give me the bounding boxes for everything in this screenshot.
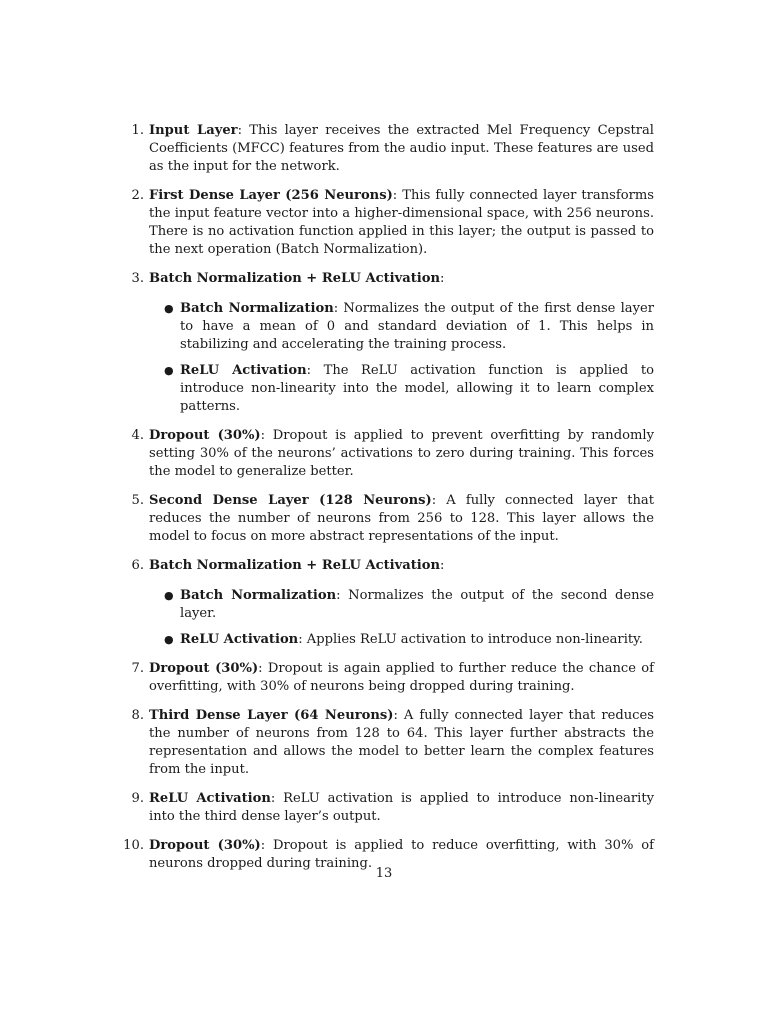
sub-list <box>149 300 654 416</box>
sub-item-title: Batch Normalization <box>180 301 334 316</box>
item-text: : <box>440 558 445 573</box>
item-number: 1. <box>131 123 144 138</box>
page-number: 13 <box>375 866 393 881</box>
bullet-icon: ● <box>164 364 174 377</box>
list-item <box>120 660 654 696</box>
item-text: : Dropout is again applied to further reduce the chance of overfitting, with 30% of neurons being dropped during training. <box>149 661 654 694</box>
sub-list-item <box>149 300 654 354</box>
bullet-icon: ● <box>164 633 174 646</box>
list-item <box>120 270 654 416</box>
bullet-icon: ● <box>164 589 174 602</box>
item-title: Batch Normalization + ReLU Activation <box>149 271 441 286</box>
item-text: : A fully connected layer that reduces the number of neurons from 128 to 64. This layer further abstracts the representation and allows the model to better learn the complex features from the input. <box>149 708 654 777</box>
item-text: : This fully connected layer transforms the input feature vector into a higher-dimensional space, with 256 neurons. There is no activation function applied in this layer; the output is passed to the next operation (Batch Normalization). <box>149 188 654 257</box>
sub-item-title: ReLU Activation <box>180 363 307 378</box>
list-item <box>120 427 654 481</box>
sub-list-item <box>149 587 654 623</box>
sub-list-item <box>149 631 654 649</box>
item-number: 10. <box>123 838 144 853</box>
layer-list <box>120 122 654 884</box>
item-title: Input Layer <box>149 123 238 138</box>
item-text: : Dropout is applied to reduce overfitting, with 30% of neurons dropped during training. <box>149 838 655 871</box>
item-title: Dropout (30%) <box>149 661 259 676</box>
list-item <box>120 492 654 546</box>
item-text: : This layer receives the extracted Mel Frequency Cepstral Coefficients (MFCC) features from the audio input. These features are used as the input for the network. <box>149 123 654 174</box>
item-title: ReLU Activation <box>149 791 271 806</box>
sub-list-item <box>149 362 654 416</box>
item-title: Third Dense Layer (64 Neurons) <box>149 708 394 723</box>
sub-item-text: : Normalizes the output of the first dense layer to have a mean of 0 and standard deviation of 1. This helps in stabilizing and accelerating the training process. <box>180 301 655 352</box>
item-text: : ReLU activation is applied to introduce non-linearity into the third dense layer’s output. <box>149 791 654 824</box>
item-title: Dropout (30%) <box>149 428 261 443</box>
list-item <box>120 790 654 826</box>
item-number: 7. <box>131 661 144 676</box>
sub-item-title: Batch Normalization <box>180 588 337 603</box>
item-text: : <box>440 271 445 286</box>
item-number: 3. <box>131 271 144 286</box>
item-title: Second Dense Layer (128 Neurons) <box>149 493 432 508</box>
item-text: : A fully connected layer that reduces the number of neurons from 256 to 128. This layer allows the model to focus on more abstract representations of the input. <box>149 493 654 544</box>
sub-item-text: : Normalizes the output of the second dense layer. <box>180 588 654 621</box>
sub-list <box>149 587 654 649</box>
item-number: 5. <box>131 493 144 508</box>
item-title: Batch Normalization + ReLU Activation <box>149 558 441 573</box>
item-title: First Dense Layer (256 Neurons) <box>149 188 393 203</box>
sub-item-text: : Applies ReLU activation to introduce non-linearity. <box>298 632 643 647</box>
item-number: 2. <box>131 188 144 203</box>
list-item <box>120 557 654 649</box>
item-number: 4. <box>131 428 144 443</box>
item-title: Dropout (30%) <box>149 838 261 853</box>
item-number: 6. <box>131 558 144 573</box>
list-item <box>120 122 654 176</box>
item-number: 8. <box>131 708 144 723</box>
sub-item-title: ReLU Activation <box>180 632 299 647</box>
bullet-icon: ● <box>164 302 174 315</box>
list-item <box>120 707 654 779</box>
sub-item-text: : The ReLU activation function is applied to introduce non-linearity into the model, allowing it to learn complex patterns. <box>180 363 654 414</box>
list-item <box>120 187 654 259</box>
item-number: 9. <box>131 791 144 806</box>
item-text: : Dropout is applied to prevent overfitting by randomly setting 30% of the neurons’ activations to zero during training. This forces the model to generalize better. <box>149 428 654 479</box>
